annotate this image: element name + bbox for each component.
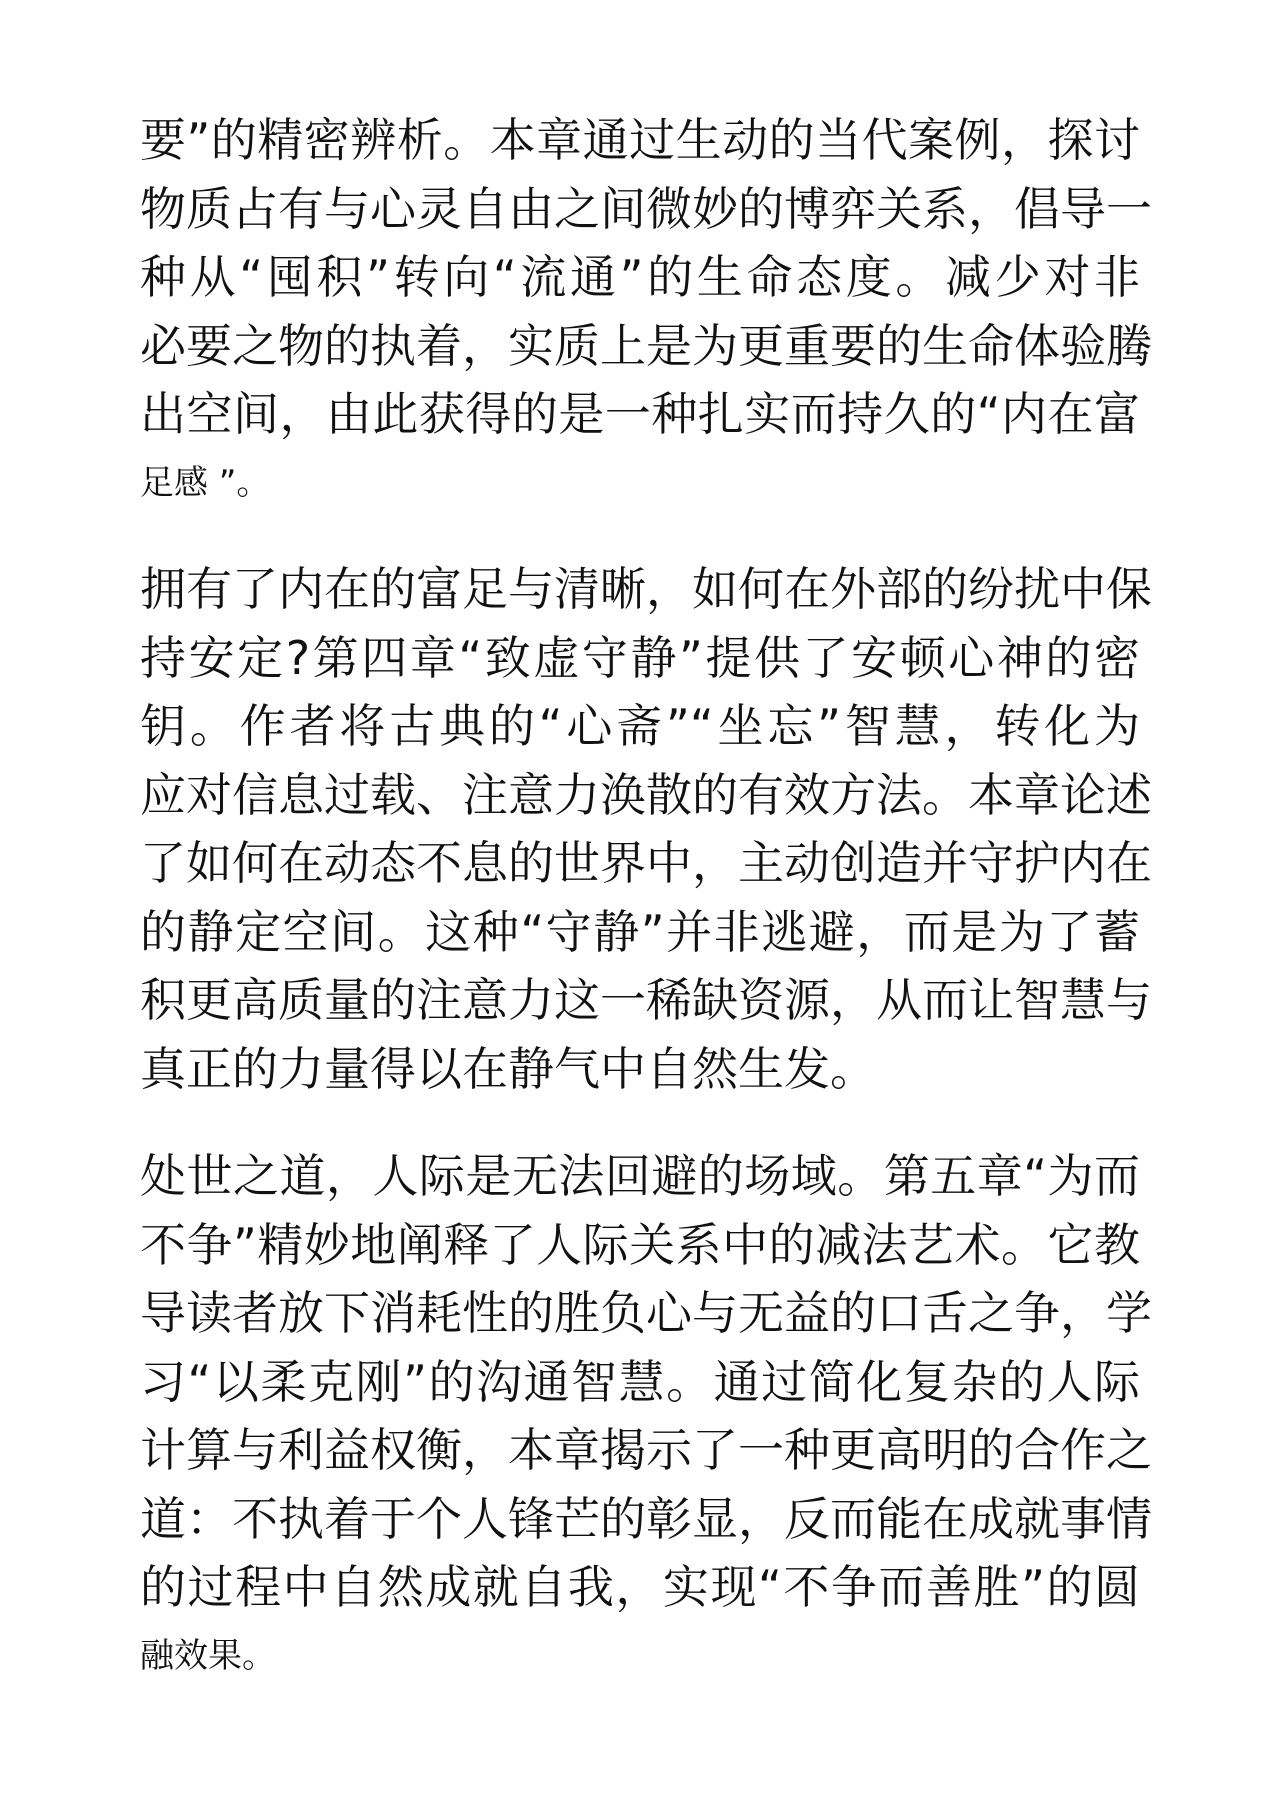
text-line: 物质占有与心灵自由之间微妙的博弈关系，倡导一	[140, 181, 1152, 236]
text-line: 道：不执着于个人锋芒的彰显，反而能在成就事情	[140, 1491, 1152, 1546]
text-line: 不争”精妙地阐释了人际关系中的减法艺术。它教	[140, 1217, 1140, 1272]
paragraph-1	[140, 106, 1152, 517]
text-line: 钥。作者将古典的“心斋”“坐忘”智慧，转化为	[140, 699, 1140, 753]
text-line: 要”的精密辨析。本章通过生动的当代案例，探讨	[140, 113, 1140, 167]
paragraph-2	[140, 555, 1152, 1103]
text-line: 处世之道，人际是无法回避的场域。第五章“为而	[140, 1149, 1140, 1203]
text-line: 习“以柔克刚”的沟通智慧。通过简化复杂的人际	[140, 1354, 1140, 1409]
text-line: 持安定?第四章“致虚守静”提供了安顿心神的密	[140, 630, 1140, 685]
text-line: 拥有了内在的富足与清晰，如何在外部的纷扰中保	[140, 562, 1152, 616]
text-line: 计算与利益权衡，本章揭示了一种更高明的合作之	[140, 1423, 1152, 1477]
text-line: 应对信息过载、注意力涣散的有效方法。本章论述	[140, 767, 1152, 822]
text-line: 导读者放下消耗性的胜负心与无益的口舌之争，学	[140, 1286, 1152, 1340]
text-line: 的过程中自然成就自我，实现“不争而善胜”的圆	[140, 1560, 1140, 1614]
paragraph-3	[140, 1142, 1152, 1690]
text-line: 融效果。	[140, 1635, 276, 1676]
text-line: 积更高质量的注意力这一稀缺资源，从而让智慧与	[140, 973, 1152, 1027]
text-line: 了如何在动态不息的世界中，主动创造并守护内在	[140, 836, 1152, 890]
text-line: 的静定空间。这种“守静”并非逃避，而是为了蓄	[140, 904, 1140, 959]
text-line: 真正的力量得以在静气中自然生发。	[140, 1041, 876, 1096]
text-line: 必要之物的执着，实质上是为更重要的生命体验腾	[140, 318, 1152, 373]
text-line: 足感 ”。	[140, 462, 271, 503]
text-line: 出空间，由此获得的是一种扎实而持久的“内在富	[140, 387, 1140, 441]
text-line: 种从“囤积”转向“流通”的生命态度。减少对非	[140, 250, 1140, 304]
